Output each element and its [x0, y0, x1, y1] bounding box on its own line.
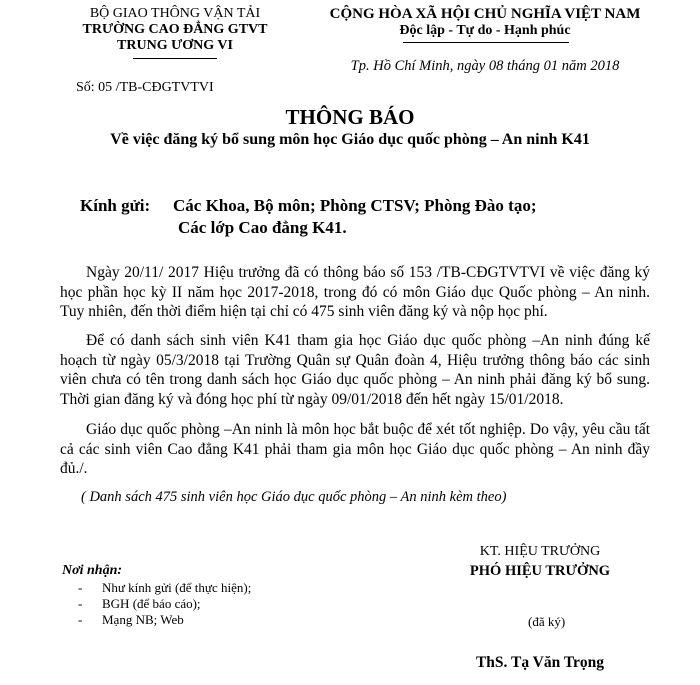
signed-mark: (đã ký)	[528, 614, 566, 629]
document-number: Số: 05 /TB-CĐGTVTVI	[76, 80, 214, 95]
school-name-line2: TRUNG ƯƠNG VI	[117, 38, 233, 53]
recipient-item	[78, 596, 251, 612]
ministry-name: BỘ GIAO THÔNG VẬN TẢI	[89, 6, 261, 21]
document-title: THÔNG BÁO	[285, 105, 415, 129]
school-name: TRƯỜNG CAO ĐẲNG GTVT	[82, 22, 268, 37]
body-paragraph-3: Giáo dục quốc phòng –An ninh là môn học bắt buộc để xét tốt nghiệp. Do vậy, yêu cầu tất cả các sinh viên Cao đẳng K41 phải tham gia môn học Giáo dục quốc phòng – An ninh đầy đủ./.	[60, 421, 650, 477]
body-paragraph-1: Ngày 20/11/ 2017 Hiệu trưởng đã có thông báo số 153 /TB-CĐGTVTVI về việc đăng ký học phần học kỳ II năm học 2017-2018, trong đó có môn Giáo dục Quốc phòng – An ninh. Tuy nhiên, đến thời điểm hiện tại chỉ có 475 sinh viên đăng ký và nộp học phí.	[60, 264, 650, 320]
recipient-item-text: Như kính gửi (để thực hiện);	[102, 580, 252, 595]
recipient-line2: Các lớp Cao đẳng K41.	[178, 218, 347, 237]
issue-date: Tp. Hồ Chí Minh, ngày 08 tháng 01 năm 2018	[350, 58, 620, 74]
nation-title: CỘNG HÒA XÃ HỘI CHỦ NGHĨA VIỆT NAM	[329, 6, 641, 22]
signature-title-1: KT. HIỆU TRƯỞNG	[479, 544, 601, 559]
list-dash: -	[78, 580, 83, 595]
list-dash: -	[78, 596, 83, 611]
recipient-line1: Các Khoa, Bộ môn; Phòng CTSV; Phòng Đào tạo;	[173, 196, 537, 215]
nation-motto: Độc lập - Tự do - Hạnh phúc	[399, 23, 571, 38]
recipient-item-text: BGH (để báo cáo);	[102, 596, 201, 611]
recipient-item	[78, 580, 251, 596]
list-dash: -	[78, 612, 83, 627]
document-subject: Về việc đăng ký bổ sung môn học Giáo dục quốc phòng – An ninh K41	[110, 131, 590, 148]
body-paragraph-2: Để có danh sách sinh viên K41 tham gia học Giáo dục quốc phòng –An ninh đúng kế hoạch từ ngày 05/3/2018 tại Trường Quân sự Quân đoàn 4, Hiệu trưởng thông báo các sinh viên chưa có tên trong danh sách học Giáo dục quốc phòng – An ninh phải đăng ký bổ sung. Thời gian đăng ký và đóng học phí từ ngày 09/01/2018 đến hết ngày 15/01/2018.	[60, 332, 650, 408]
header-left-underline	[133, 58, 217, 59]
recipient-label: Kính gửi:	[80, 196, 151, 215]
recipient-item-text: Mạng NB; Web	[102, 612, 184, 627]
recipients-list	[78, 580, 251, 628]
signature-title-2: PHÓ HIỆU TRƯỞNG	[469, 563, 611, 579]
header-right-underline	[403, 42, 569, 43]
recipients-label: Nơi nhận:	[62, 563, 123, 578]
attachment-note: ( Danh sách 475 sinh viên học Giáo dục quốc phòng – An ninh kèm theo)	[81, 489, 507, 505]
recipient-item	[78, 612, 251, 628]
signer-name: ThS. Tạ Văn Trọng	[475, 654, 605, 671]
